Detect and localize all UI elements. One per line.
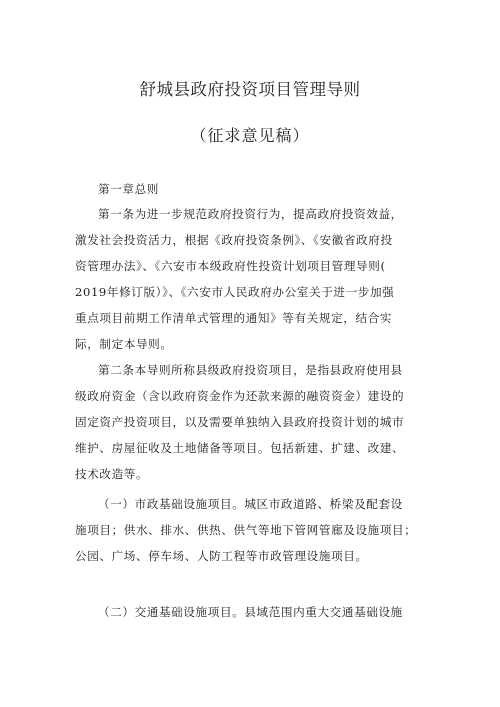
document-title: 舒城县政府投资项目管理导则 bbox=[139, 80, 361, 99]
paragraph-line: 资管理办法》、《六安市本级政府性投资计划项目管理导则( bbox=[75, 259, 386, 273]
paragraph-line: 维护、房屋征收及土地储备等项目。包括新建、扩建、改建、 bbox=[75, 441, 405, 455]
paragraph-line: 技术改造等。 bbox=[75, 467, 149, 481]
chapter-heading: 第一章总则 bbox=[98, 182, 159, 196]
paragraph-line: 第一条为进一步规范政府投资行为，提高政府投资效益， bbox=[98, 207, 403, 221]
paragraph-line: 第二条本导则所称县级政府投资项目，是指县政府使用县 bbox=[98, 363, 403, 377]
paragraph-line: 级政府资金（含以政府资金作为还款来源的融资资金）建设的 bbox=[75, 389, 405, 403]
paragraph-line: 重点项目前期工作清单式管理的通知》等有关规定，结合实 bbox=[75, 311, 393, 325]
paragraph-line: 施项目；供水、排水、供热、供气等地下管网管廊及设施项目； bbox=[75, 523, 417, 537]
paragraph-line: （一）市政基础设施项目。城区市政道路、桥梁及配套设 bbox=[98, 497, 403, 511]
paragraph-line: 际，制定本导则。 bbox=[75, 337, 173, 351]
paragraph-line: 激发社会投资活力，根据《政府投资条例》、《安徽省政府投 bbox=[75, 233, 393, 247]
paragraph-line: 固定资产投资项目，以及需要单独纳入县政府投资计划的城市 bbox=[75, 415, 405, 429]
document-subtitle: （征求意见稿） bbox=[190, 126, 310, 145]
paragraph-line: 公园、广场、停车场、人防工程等市政管理设施项目。 bbox=[75, 549, 368, 563]
paragraph-line: 2019年修订版）》、《六安市人民政府办公室关于进一步加强 bbox=[75, 285, 395, 299]
paragraph-line: （二）交通基础设施项目。县域范围内重大交通基础设施 bbox=[98, 605, 403, 619]
